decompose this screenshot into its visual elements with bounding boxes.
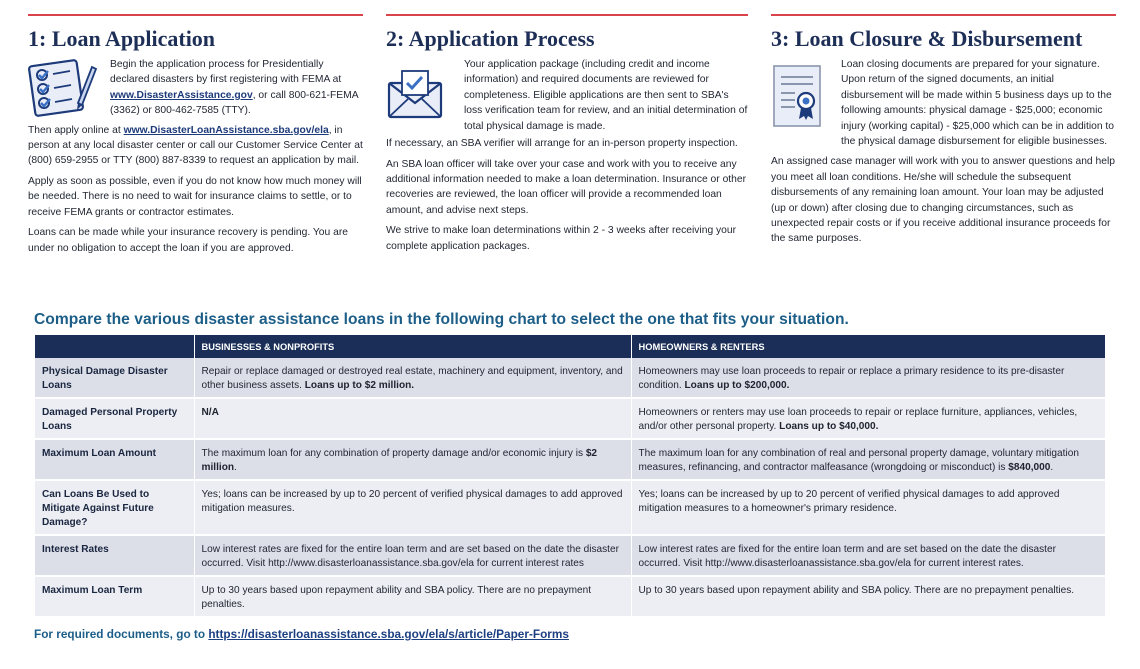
paragraph: An SBA loan officer will take over your case and work with you to receive any additional information needed to make a loan determination. Insurance or other recoveries are reviewed, the loan officer will provide a recommended loan amount, and advise next steps. xyxy=(386,158,747,216)
cell-text: Low interest rates are fixed for the entire loan term and are set based on the date the disaster occurred. Visit http://www.disasterloanassistance.sba.gov/ela for current interest rates. xyxy=(638,544,1056,569)
section-body xyxy=(771,154,1116,246)
section-title: 2: Application Process xyxy=(386,26,595,51)
cell-businesses xyxy=(194,535,631,576)
cell-text: Up to 30 years based upon repayment ability and SBA policy. There are no prepayment penalties. xyxy=(201,585,592,610)
cell-homeowners xyxy=(631,358,1105,398)
cell-text: Up to 30 years based upon repayment ability and SBA policy. There are no prepayment penalties. xyxy=(638,585,1075,596)
intro-text: Loan closing documents are prepared for your signature. Upon return of the signed documents, an initial disbursement will be made within 5 business days up to the following amounts: physical damage - $25,000; economic injury (working capital) - $25,000 which can be in addition to the physical damage disbursement for eligible businesses. xyxy=(841,59,1115,148)
cell-text: The maximum loan for any combination of property damage and/or economic injury is xyxy=(201,448,586,459)
section-intro xyxy=(771,57,1116,149)
paragraph-text: , in person at any local disaster center or call our Customer Service Center at (800) 659-2955 or TTY (800) 887-8339 to request an application by mail. xyxy=(28,124,363,167)
paragraph: Apply as soon as possible, even if you do not know how much money will be needed. There is no need to wait for insurance claims to settle, or to receive FEMA grants or contractor estimates. xyxy=(28,176,362,218)
row-label: Damaged Personal Property Loans xyxy=(35,398,194,439)
footer-note xyxy=(34,627,569,641)
loan-comparison-table xyxy=(35,335,1105,618)
paper-forms-link[interactable]: https://disasterloanassistance.sba.gov/ela/s/article/Paper-Forms xyxy=(208,627,569,641)
disasterloanassistance-link[interactable]: www.DisasterLoanAssistance.sba.gov/ela xyxy=(123,124,329,136)
paragraph: We strive to make loan determinations within 2 - 3 weeks after receiving your complete application packages. xyxy=(386,225,737,252)
row-label: Interest Rates xyxy=(35,535,194,576)
cell-businesses xyxy=(194,576,631,617)
section-intro-text: Your application package (including credit and income information) and required documents are reviewed for completeness. Eligible applications are then sent to SBA's loss verification team for review, and an initial determination of total physical damage is made. xyxy=(464,59,748,132)
section-loan-application xyxy=(28,14,363,261)
cell-text: Repair or replace damaged or destroyed real estate, machinery and equipment, inventory, and other business assets. xyxy=(201,366,623,391)
section-application-process xyxy=(386,14,748,259)
paragraph-text: Then apply online at xyxy=(28,124,124,136)
section-intro xyxy=(28,57,363,119)
table-row xyxy=(35,398,1105,439)
cell-text: Yes; loans can be increased by up to 20 percent of verified physical damages to add approved mitigation measures to a homeowner's primary residence. xyxy=(638,489,1060,514)
cell-text: . xyxy=(1050,462,1054,473)
compare-title: Compare the various disaster assistance loans in the following chart to select the one that fits your situation. xyxy=(34,311,849,328)
section-rule xyxy=(28,14,363,16)
cell-businesses xyxy=(194,480,631,535)
cell-homeowners xyxy=(631,480,1105,535)
emphasis-text: $840,000 xyxy=(1008,462,1051,473)
emphasis-text: Loans up to $2 million. xyxy=(304,380,415,391)
emphasis-text: Loans up to $200,000. xyxy=(684,380,790,391)
section-rule xyxy=(771,14,1116,16)
table-row xyxy=(35,439,1105,480)
row-label: Maximum Loan Term xyxy=(35,576,194,617)
intro-text: Begin the application process for Presidentially declared disasters by first registering with FEMA at xyxy=(110,59,342,86)
row-label: Can Loans Be Used to Mitigate Against Future Damage? xyxy=(35,480,194,535)
cell-businesses xyxy=(194,398,631,439)
table-row xyxy=(35,358,1105,398)
cell-homeowners xyxy=(631,439,1105,480)
table-header-row xyxy=(35,335,1105,358)
table-row xyxy=(35,535,1105,576)
section-intro xyxy=(386,57,748,134)
paragraph: An assigned case manager will work with you to answer questions and help you meet all loan conditions. He/she will schedule the subsequent disbursements of any remaining loan amount. Your loan may be adjusted (up or down) after closing due to changing circumstances, such as unexpected repair costs or if you receive additional insurance proceeds for the same purposes. xyxy=(771,156,1115,245)
cell-text: Yes; loans can be increased by up to 20 percent of verified physical damages to add approved mitigation measures. xyxy=(201,489,623,514)
cell-businesses xyxy=(194,358,631,398)
emphasis-text: Loans up to $40,000. xyxy=(779,421,879,432)
section-body xyxy=(386,136,748,254)
header-cell-businesses: BUSINESSES & NONPROFITS xyxy=(194,335,631,358)
row-label: Physical Damage Disaster Loans xyxy=(35,358,194,398)
row-label: Maximum Loan Amount xyxy=(35,439,194,480)
paragraph: If necessary, an SBA verifier will arrange for an in-person property inspection. xyxy=(386,138,738,150)
cell-homeowners xyxy=(631,535,1105,576)
section-rule xyxy=(386,14,748,16)
paragraph: Loans can be made while your insurance recovery is pending. You are under no obligation to accept the loan if you are approved. xyxy=(28,227,348,254)
section-loan-closure xyxy=(771,14,1116,252)
section-title: 3: Loan Closure & Disbursement xyxy=(771,26,1083,51)
cell-text: Homeowners may use loan proceeds to repair or replace a primary residence to its pre-disaster condition. xyxy=(638,366,1065,391)
footer-prefix: For required documents, go to xyxy=(34,627,209,641)
cell-text: The maximum loan for any combination of real and personal property damage, voluntary mitigation measures, refinancing, and contractor malfeasance (wrongdoing or misconduct) is xyxy=(638,448,1079,473)
cell-text: Homeowners or renters may use loan proceeds to repair or replace furniture, appliances, vehicles, and/or other personal property. xyxy=(638,407,1078,432)
envelope-check-icon xyxy=(386,69,448,126)
certificate-icon xyxy=(771,63,825,134)
table-row xyxy=(35,480,1105,535)
section-title: 1: Loan Application xyxy=(28,26,216,51)
table-body xyxy=(35,358,1105,617)
cell-businesses xyxy=(194,439,631,480)
cell-text: Low interest rates are fixed for the entire loan term and are set based on the date the disaster occurred. Visit http://www.disasterloanassistance.sba.gov/ela for current interest rates xyxy=(201,544,619,569)
header-cell xyxy=(35,335,194,358)
process-steps xyxy=(28,14,1113,306)
intro-text: , or call 800-621-FEMA (3362) or 800-462-7585 (TTY). xyxy=(110,89,359,117)
emphasis-text: $2 million xyxy=(201,448,598,473)
cell-text: . xyxy=(234,462,237,473)
header-cell-homeowners: HOMEOWNERS & RENTERS xyxy=(631,335,1105,358)
cell-homeowners xyxy=(631,576,1105,617)
paragraph xyxy=(28,123,363,169)
table-row xyxy=(35,576,1105,617)
section-body xyxy=(28,123,363,257)
cell-homeowners xyxy=(631,398,1105,439)
emphasis-text: N/A xyxy=(201,407,219,418)
checklist-icon xyxy=(28,59,98,122)
disasterassistance-link[interactable]: www.DisasterAssistance.gov xyxy=(110,89,253,101)
